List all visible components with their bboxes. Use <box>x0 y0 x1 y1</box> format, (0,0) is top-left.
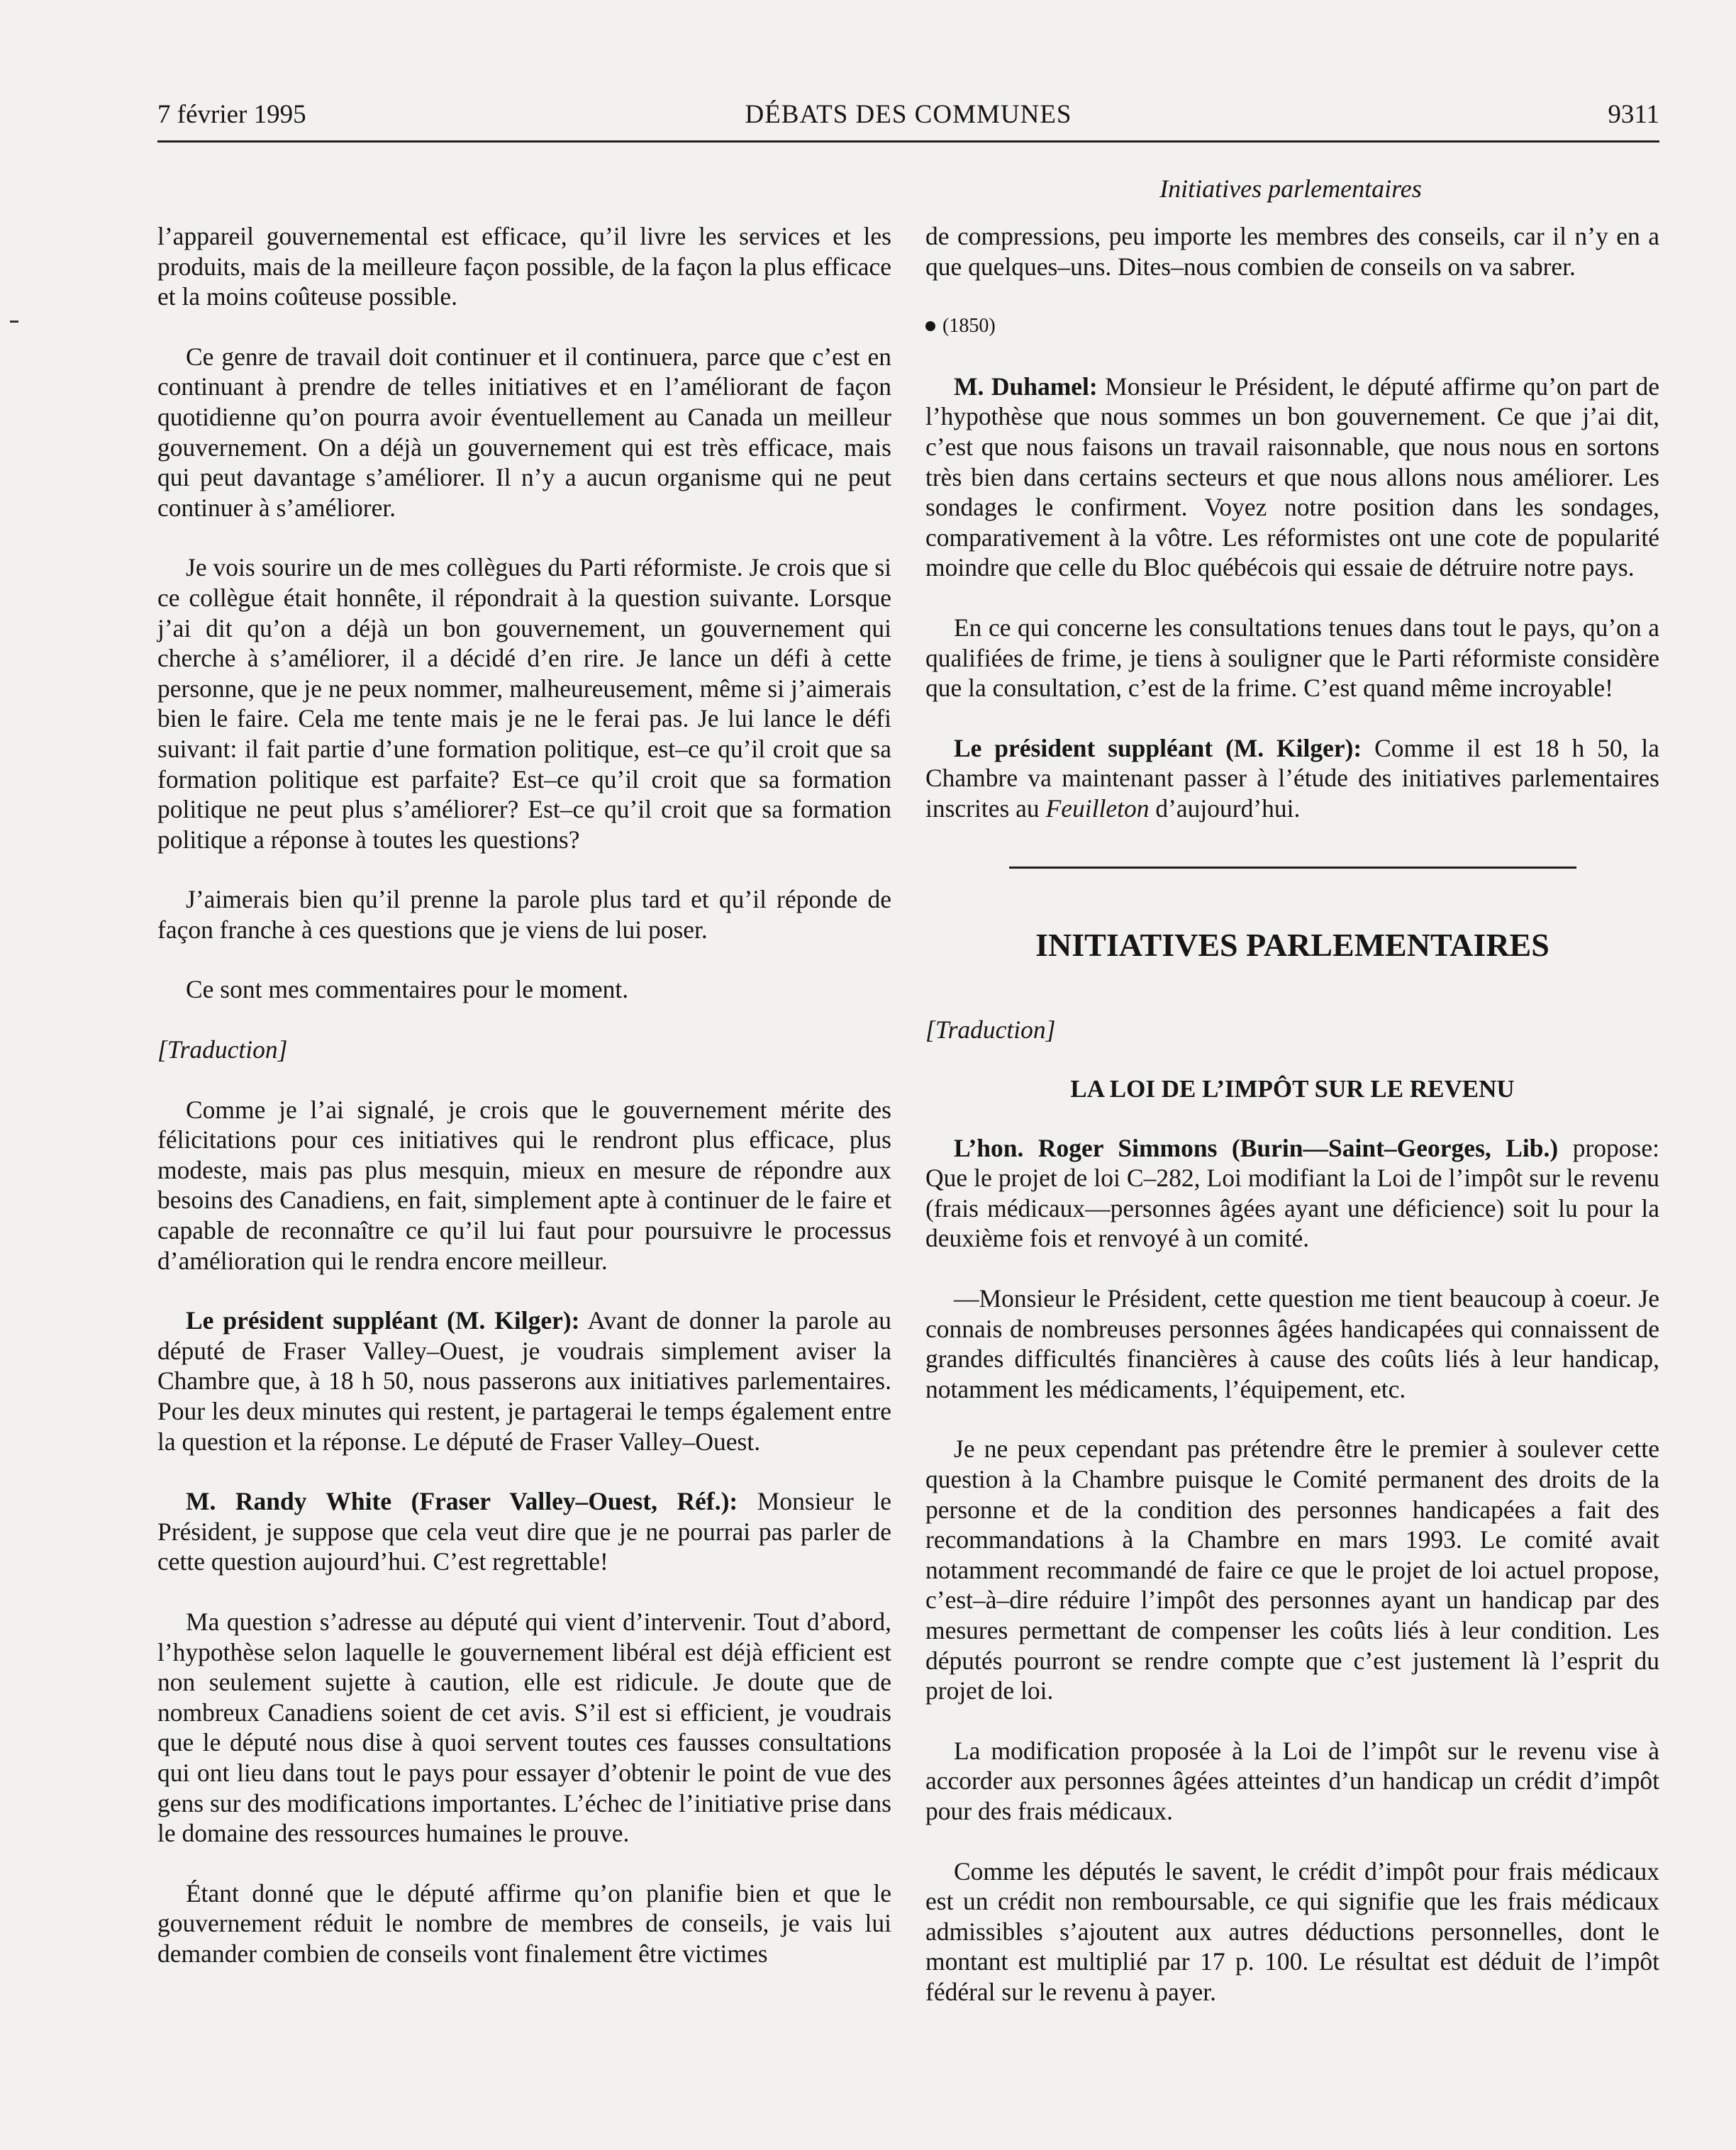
speaker-name: M. Duhamel: <box>954 372 1098 401</box>
translation-tag-text: [Traduction] <box>925 1015 1056 1044</box>
bullet-icon <box>925 321 935 331</box>
speech-text: Comme il est 18 h 50, la Chambre va maintenant passer à l’étude des initiatives parlementaires inscrites au <box>925 733 1659 823</box>
paragraph: de compressions, peu importe les membres des conseils, car il n’y en a que quelques–uns. Dites–nous combien de conseils on va sabrer. <box>925 222 1659 281</box>
paragraph: Comme les députés le savent, le crédit d’impôt pour frais médicaux est un crédit non remboursable, ce qui signifie que les frais médicaux admissibles s’ajoutent aux autres déductions personnelles, dont le montant est multiplié par 17 p. 100. Le résultat est déduit de l’impôt fédéral sur le revenu à payer. <box>925 1856 1659 2006</box>
paragraph: Je vois sourire un de mes collègues du Parti réformiste. Je crois que si ce collègue était honnête, il répondrait à la question suivante. Lorsque j’ai dit qu’on a déjà un bon gouvernement, un gouvernement qui cherche à s’améliorer, il a décidé d’en rire. Je lance un défi à cette personne, que je ne peux nommer, malheureusement, même si j’aimerais bien le faire. Cela me tente mais je ne le ferai pas. Je lui lance le défi suivant: il fait partie d’une formation politique, est–ce qu’il croit que sa formation politique est parfaite? Est–ce qu’il croit que sa formation politique ne peut plus s’améliorer? Est–ce qu’il croit que sa formation politique a réponse à toutes les questions? <box>157 553 891 854</box>
speech-paragraph <box>925 733 1659 824</box>
speech-text: propose: Que le projet de loi C–282, Loi modifiant la Loi de l’impôt sur le revenu (frais médicaux—personnes âgées ayant une déficience) soit lu pour la deuxième fois et renvoyé à un comité. <box>925 1133 1659 1253</box>
header-date: 7 février 1995 <box>157 100 306 129</box>
paragraph: La modification proposée à la Loi de l’impôt sur le revenu vise à accorder aux personnes âgées atteintes d’un handicap un crédit d’impôt pour des frais médicaux. <box>925 1736 1659 1825</box>
left-column <box>157 221 891 1999</box>
timestamp <box>925 311 1659 342</box>
paragraph: Je ne peux cependant pas prétendre être le premier à soulever cette question à la Chambre puisque le Comité permanent des droits de la personne et de la condition des personnes handicapées a fait des recommandations à la Chambre en mars 1993. Le comité avait notamment recommandé de faire ce que le projet de loi actuel propose, c’est–à–dire réduire l’impôt des personnes ayant un handicap par des mesures permettant de compenser les coûts liés à leur condition. Les députés pourront se rendre compte que c’est justement là l’esprit du projet de loi. <box>925 1435 1659 1705</box>
paragraph: —Monsieur le Président, cette question me tient beaucoup à coeur. Je connais de nombreuses personnes âgées handicapées qui connaissent de grandes difficultés financières à cause des coûts liés à leur handicap, notamment les médicaments, l’équipement, etc. <box>925 1284 1659 1403</box>
speech-paragraph <box>157 1305 891 1456</box>
paragraph: l’appareil gouvernemental est efficace, qu’il livre les services et les produits, mais de la meilleure façon possible, de la façon la plus efficace et la moins coûteuse possible. <box>157 222 891 311</box>
speech-text: Monsieur le Président, je suppose que cela veut dire que je ne pourrai pas parler de cette question aujourd’hui. C’est regrettable! <box>157 1487 891 1576</box>
speech-text-end: d’aujourd’hui. <box>1149 793 1301 823</box>
section-label: Initiatives parlementaires <box>1159 174 1422 203</box>
speech-paragraph <box>925 1133 1659 1254</box>
speech-paragraph <box>925 372 1659 583</box>
page-number: 9311 <box>1608 100 1659 129</box>
paragraph: Ce genre de travail doit continuer et il continuera, parce que c’est en continuant à prendre de telles initiatives et en l’améliorant de façon quotidienne qu’on pourra avoir éventuellement au Canada un meilleur gouvernement. On a déjà un gouvernement qui est très efficace, mais qui peut davantage s’améliorer. Il n’y a aucun organisme qui ne peut continuer à s’améliorer. <box>157 342 891 522</box>
timestamp-text: (1850) <box>942 315 996 338</box>
translation-tag <box>157 1035 891 1065</box>
speech-text: Monsieur le Président, le député affirme qu’on part de l’hypothèse que nous sommes un bon gouvernement. Ce que j’ai dit, c’est que nous faisons un travail raisonnable, que nous nous en sortons très bien dans certains secteurs et que nous allons nous améliorer. Les sondages le confirment. Voyez notre position dans les sondages, comparativement à la vôtre. Les réformistes ont une cote de popularité moindre que celle du Bloc québécois qui essaie de détruire notre pays. <box>925 372 1659 582</box>
speaker-name: M. Randy White (Fraser Valley–Ouest, Réf.): <box>186 1487 738 1516</box>
paragraph: Ma question s’adresse au député qui vient d’intervenir. Tout d’abord, l’hypothèse selon laquelle le gouvernement libéral est déjà efficient est non seulement sujette à caution, elle est ridicule. Je doute que de nombreux Canadiens soient de cet avis. S’il est si efficient, je voudrais que le député nous dise à quoi servent toutes ces fausses consultations qui ont lieu dans tout le pays pour essayer d’obtenir le point de vue des gens sur des modifications importantes. L’échec de l’initiative prise dans le domaine des ressources humaines le prouve. <box>157 1607 891 1848</box>
paragraph: Étant donné que le député affirme qu’on planifie bien et que le gouvernement réduit le nombre de membres de conseils, je vais lui demander combien de conseils vont finalement être victimes <box>157 1878 891 1968</box>
margin-mark <box>10 321 18 323</box>
paragraph: Comme je l’ai signalé, je crois que le gouvernement mérite des félicitations pour ces initiatives qui le rendront plus efficace, plus modeste, mais pas plus mesquin, mieux en mesure de répondre aux besoins des Canadiens, en fait, simplement apte à continuer de le faire et capable de reconnaître ce qu’il lui faut pour poursuivre le processus d’amélioration qui le rendra encore meilleur. <box>157 1095 891 1275</box>
paragraph: En ce qui concerne les consultations tenues dans tout le pays, qu’on a qualifiées de frime, je tiens à souligner que le Parti réformiste considère que la consultation, c’est de la frime. C’est quand même incroyable! <box>925 613 1659 703</box>
speech-paragraph <box>157 1486 891 1577</box>
speaker-name: Le président suppléant (M. Kilger): <box>186 1306 580 1335</box>
running-header <box>157 99 1659 139</box>
feuilleton-italic: Feuilleton <box>1045 793 1150 823</box>
bill-heading: LA LOI DE L’IMPÔT SUR LE REVENU <box>1070 1075 1515 1103</box>
speaker-name: L’hon. Roger Simmons (Burin—Saint–Georges, Lib.) <box>954 1133 1559 1162</box>
header-rule <box>157 140 1659 143</box>
header-title: DÉBATS DES COMMUNES <box>745 100 1072 129</box>
paragraph: J’aimerais bien qu’il prenne la parole plus tard et qu’il réponde de façon franche à ces questions que je viens de lui poser. <box>157 885 891 944</box>
speaker-name: Le président suppléant (M. Kilger): <box>954 733 1362 762</box>
translation-tag-text: [Traduction] <box>157 1035 288 1064</box>
section-heading: INITIATIVES PARLEMENTAIRES <box>1035 926 1549 963</box>
translation-tag <box>925 1015 1659 1045</box>
speech-text: Avant de donner la parole au député de Fraser Valley–Ouest, je voudrais simplement aviser la Chambre que, à 18 h 50, nous passerons aux initiatives parlementaires. Pour les deux minutes qui restent, je partagerai le temps également entre la question et la réponse. Le député de Fraser Valley–Ouest. <box>157 1306 891 1456</box>
section-divider <box>1009 867 1576 869</box>
paragraph: Ce sont mes commentaires pour le moment. <box>186 975 629 1004</box>
right-column <box>925 221 1659 2037</box>
